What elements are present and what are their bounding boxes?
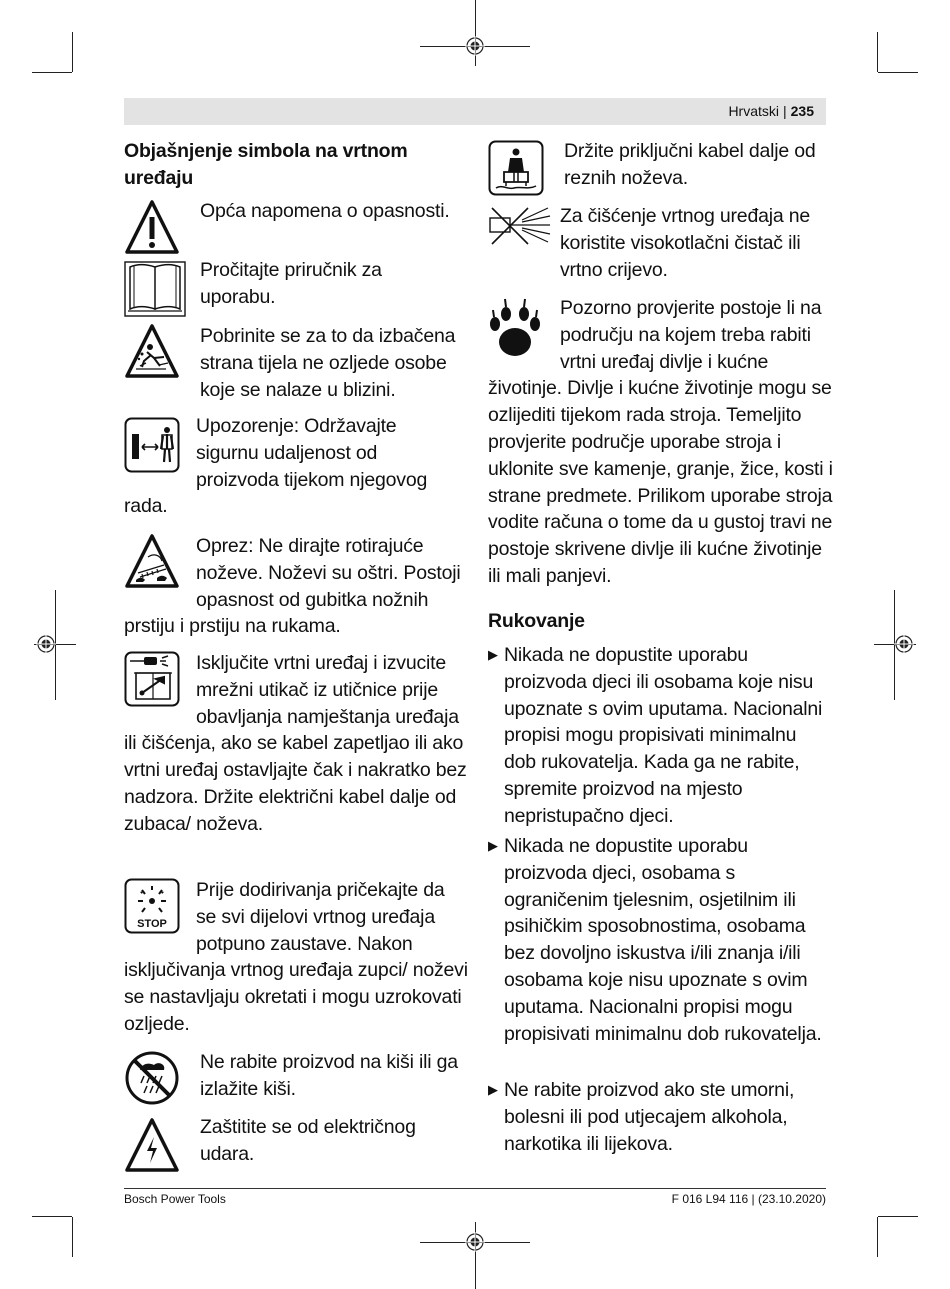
header-bar — [124, 98, 826, 125]
section-heading-rukovanje: Rukovanje — [488, 610, 585, 632]
page-number: 235 — [790, 103, 814, 119]
icon-spacer — [124, 413, 196, 489]
icon-spacer — [124, 877, 196, 953]
crop-mark — [877, 1217, 878, 1257]
crop-mark — [32, 1216, 72, 1217]
symbol-text — [488, 295, 833, 590]
list-item — [488, 1077, 833, 1157]
symbol-text — [124, 533, 464, 640]
crop-mark — [877, 32, 878, 72]
bullet-arrow-icon: ▶ — [488, 1082, 498, 1097]
symbol-text — [124, 877, 469, 1038]
thrown-objects-icon — [124, 323, 180, 379]
crop-mark — [32, 72, 72, 73]
symbol-text-lead: Oprez: Ne dirajte rotirajuće noževe. Noževi su oštri. Postoji opasnost od gubitka nožnih prstiju i prstiju na rukama. — [124, 535, 461, 638]
page-header — [728, 103, 814, 119]
symbol-text: Pobrinite se za to da izbačena strana tijela ne ozljede osobe koje se nalaze u blizini. — [200, 325, 456, 401]
no-rain-icon — [124, 1050, 180, 1106]
list-item — [488, 833, 833, 1047]
icon-spacer — [124, 533, 196, 609]
icon-spacer — [488, 203, 560, 279]
symbol-text — [124, 650, 469, 838]
symbol-text — [124, 413, 464, 520]
symbol-text: Ne rabite proizvod na kiši ili ga izlažite kiši. — [200, 1051, 458, 1100]
header-language: Hrvatski — [728, 103, 779, 119]
symbol-text: Držite priključni kabel dalje od reznih noževa. — [564, 140, 816, 189]
registration-mark-icon — [893, 633, 915, 655]
symbol-text-lead: Prije dodirivanja pričekajte da se svi dijelovi vrtnog uređaja potpuno zaustave. Nakon isključivanja vrtnog uređaja zupci/ noževi se nastavljaju okretati i mogu uzrokovati ozljede. — [124, 879, 468, 1035]
crop-mark — [878, 1216, 918, 1217]
symbol-text: Opća napomena o opasnosti. — [200, 200, 450, 222]
icon-spacer — [124, 650, 196, 726]
symbol-text: Zaštitite se od električnog udara. — [200, 1116, 416, 1165]
symbol-text-lead: Upozorenje: Održavajte sigurnu udaljenost od proizvoda tijekom njegovog rada. — [124, 415, 428, 518]
footer-brand: Bosch Power Tools — [124, 1192, 226, 1206]
bullet-text: Ne rabite proizvod ako ste umorni, bolesni ili pod utjecajem alkohola, narkotika ili lijekova. — [504, 1079, 795, 1155]
crop-mark — [72, 1217, 73, 1257]
footer-doc-id: F 016 L94 116 | (23.10.2020) — [671, 1192, 826, 1206]
registration-mark-icon — [35, 633, 57, 655]
cable-away-from-blades-icon — [488, 140, 544, 196]
stop-label: STOP — [137, 918, 167, 930]
manual-book-icon — [124, 261, 186, 317]
symbol-text — [488, 203, 833, 283]
symbol-text: Pročitajte priručnik za uporabu. — [200, 259, 382, 308]
symbol-text-lead: Isključite vrtni uređaj i izvucite mrežni utikač iz utičnice prije obavljanja namještanja uređaja ili čišćenja, ako se kabel zapetljao ili ako vrtni uređaj ostavljajte čak i nakratko bez nadzora. Držite električni kabel dalje od zubaca/ noževa. — [124, 652, 467, 835]
registration-mark-icon — [464, 35, 486, 57]
header-separator: | — [783, 103, 787, 119]
crop-mark — [878, 72, 918, 73]
icon-spacer — [488, 295, 560, 371]
bullet-text: Nikada ne dopustite uporabu proizvoda djeci, osobama s ograničenim tjelesnim, osjetilnim ili psihičkim sposobnostima, osobama bez dovoljno iskustva i/ili znanja i/ili osobama koje nisu upoznate s ovim uputama. Nacionalni propisi mogu propisivati minimalnu dob rukovatelja. — [504, 835, 822, 1045]
electric-shock-icon — [124, 1117, 180, 1173]
section-heading: Objašnjenje simbola na vrtnom uređaju — [124, 140, 408, 189]
bullet-arrow-icon: ▶ — [488, 647, 498, 662]
list-item — [488, 642, 833, 830]
bullet-arrow-icon: ▶ — [488, 838, 498, 853]
symbol-text-lead: Pozorno provjerite postoje li na području na kojem treba rabiti vrtni uređaj divlje i kućne životinje. Divlje i kućne životinje mogu se ozlijediti tijekom rada stroja. Temeljito provjerite područje uporabe stroja i uklonite sve kamenje, granje, žice, kosti i strane predmete. Prilikom uporabe stroja vodite računa o tome da u gustoj travi ne postoje skrivene divlje ili kućne životinje ili mali panjevi. — [488, 297, 833, 587]
bullet-text: Nikada ne dopustite uporabu proizvoda djeci ili osobama koje nisu upoznate s ovim uputama. Nacionalni propisi mogu propisivati minimalnu dob rukovatelja. Kada ga ne rabite, spremite proizvod na mjesto nepristupačno djeci. — [504, 644, 823, 827]
footer-rule — [124, 1188, 826, 1189]
crop-mark — [72, 32, 73, 72]
warning-triangle-icon — [124, 199, 180, 255]
symbol-text-lead: Za čišćenje vrtnog uređaja ne koristite visokotlačni čistač ili vrtno crijevo. — [560, 205, 811, 281]
registration-mark-icon — [464, 1231, 486, 1253]
